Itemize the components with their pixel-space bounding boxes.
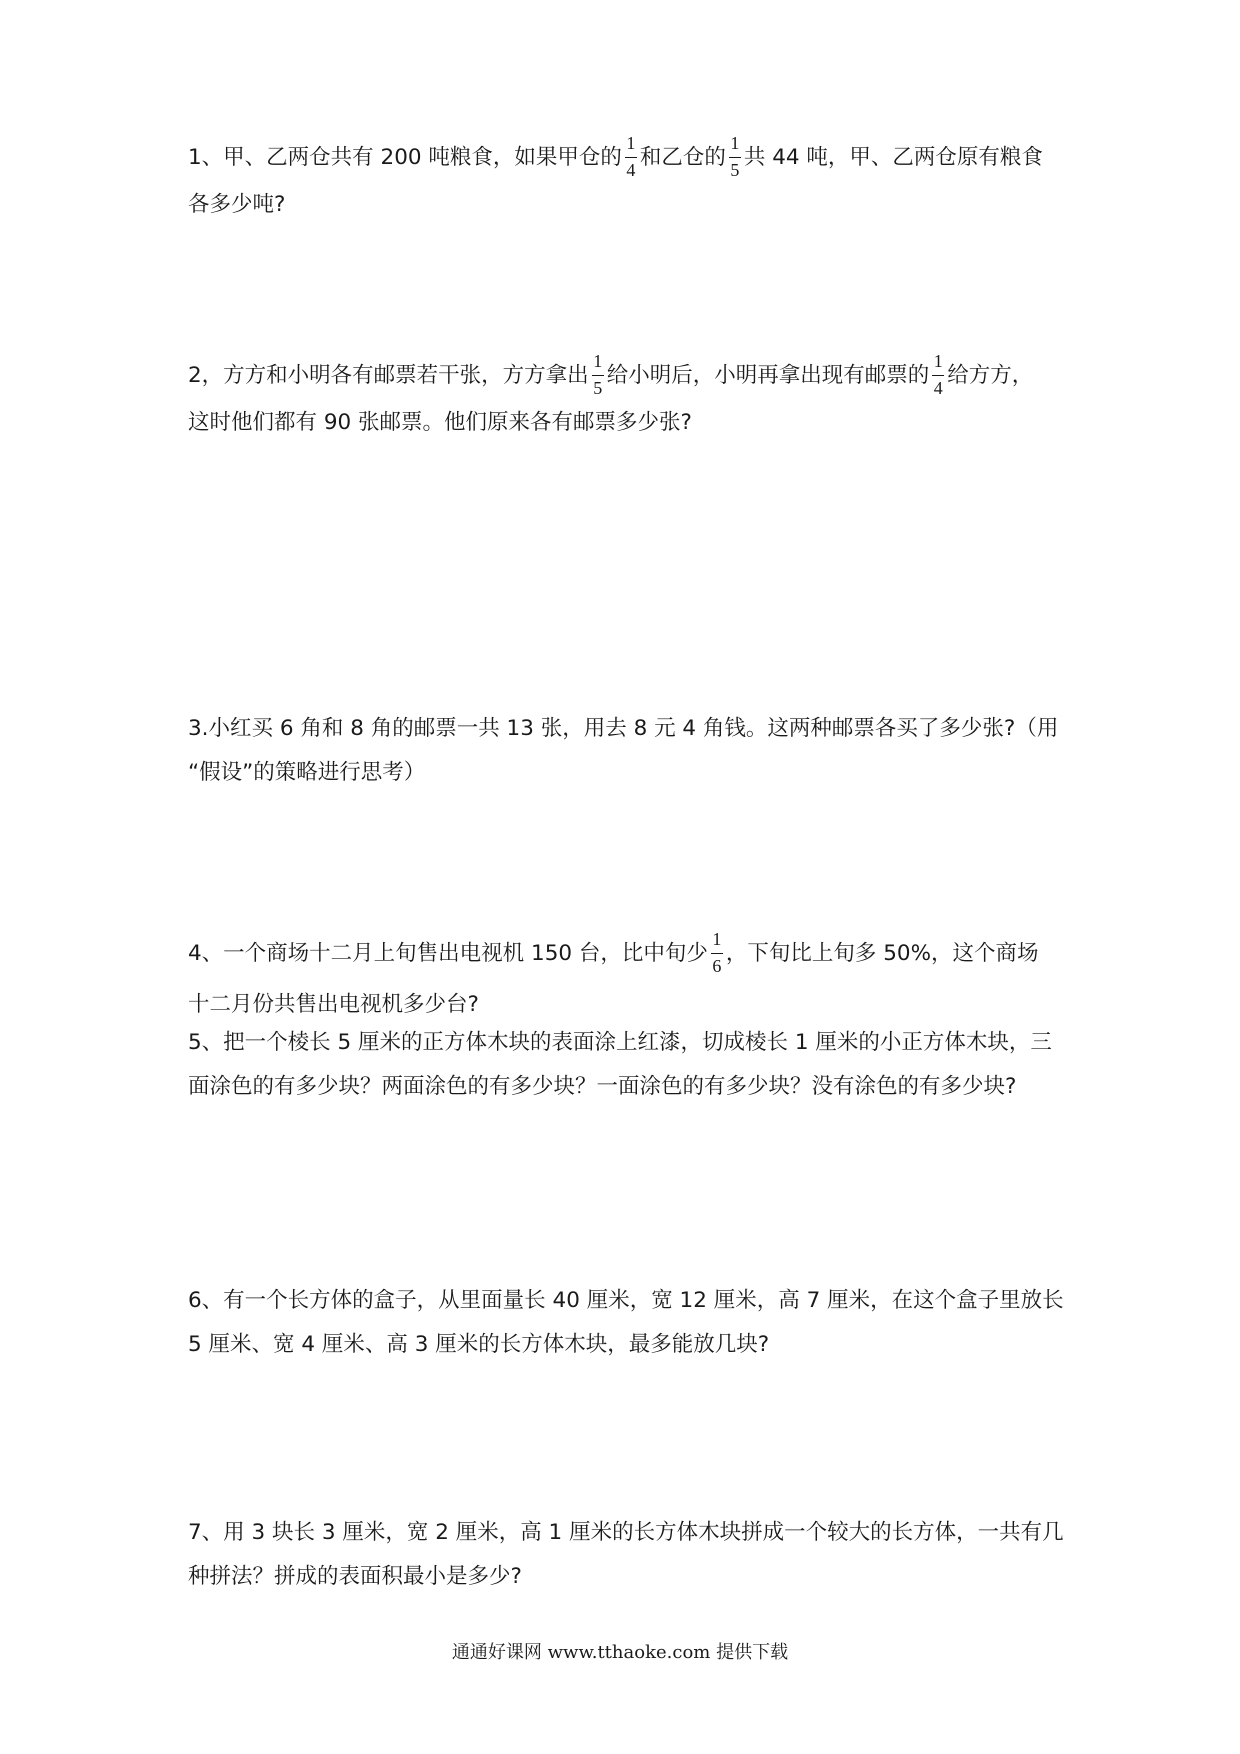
fraction-one-sixth: $\frac{1}{6}$: [712, 929, 722, 976]
question-2-text-a: 2，方方和小明各有邮票若干张，方方拿出: [188, 363, 589, 388]
question-2-text-c: 给方方，: [947, 363, 1034, 388]
question-1-line-2: 各多少吨?: [188, 192, 286, 217]
question-4-text-a: 4、一个商场十二月上旬售出电视机 150 台，比中旬少: [188, 941, 708, 966]
fraction-one-fifth: $\frac{1}{5}$: [730, 133, 740, 180]
question-4-text-b: ，下旬比上旬多 50%，这个商场: [725, 941, 1039, 966]
fraction-one-quarter: $\frac{1}{4}$: [626, 133, 636, 180]
question-1-text-c: 共 44 吨，甲、乙两仓原有粮食: [743, 145, 1043, 170]
question-2-line-2: 这时他们都有 90 张邮票。他们原来各有邮票多少张?: [188, 410, 692, 435]
question-2-line-1: [188, 351, 1034, 398]
question-2-text-b: 给小明后，小明再拿出现有邮票的: [606, 363, 930, 388]
question-3-line-2: “假设”的策略进行思考）: [188, 760, 426, 785]
question-7-line-1: 7、用 3 块长 3 厘米，宽 2 厘米，高 1 厘米的长方体木块拼成一个较大的长方体，一共有几: [188, 1520, 1064, 1545]
question-4-line-2: 十二月份共售出电视机多少台?: [188, 992, 479, 1017]
question-4-line-1: [188, 929, 1039, 976]
question-5-line-2: 面涂色的有多少块？两面涂色的有多少块？一面涂色的有多少块？没有涂色的有多少块?: [188, 1074, 1017, 1099]
question-3-line-1: 3.小红买 6 角和 8 角的邮票一共 13 张，用去 8 元 4 角钱。这两种邮票各买了多少张?（用: [188, 716, 1059, 741]
question-6-line-1: 6、有一个长方体的盒子，从里面量长 40 厘米，宽 12 厘米，高 7 厘米，在这个盒子里放长: [188, 1288, 1064, 1313]
question-1-text-a: 1、甲、乙两仓共有 200 吨粮食，如果甲仓的: [188, 145, 622, 170]
fraction-one-fifth: $\frac{1}{5}$: [593, 351, 603, 398]
fraction-one-quarter: $\frac{1}{4}$: [933, 351, 943, 398]
question-5-line-1: 5、把一个棱长 5 厘米的正方体木块的表面涂上红漆，切成棱长 1 厘米的小正方体木块，三: [188, 1030, 1052, 1055]
footer-credit: 通通好课网 www.tthaoke.com 提供下载: [451, 1642, 789, 1663]
question-1-text-b: 和乙仓的: [639, 145, 726, 170]
question-6-line-2: 5 厘米、宽 4 厘米、高 3 厘米的长方体木块，最多能放几块?: [188, 1332, 770, 1357]
question-7-line-2: 种拼法？拼成的表面积最小是多少?: [188, 1564, 522, 1589]
question-1-line-1: [188, 133, 1043, 180]
